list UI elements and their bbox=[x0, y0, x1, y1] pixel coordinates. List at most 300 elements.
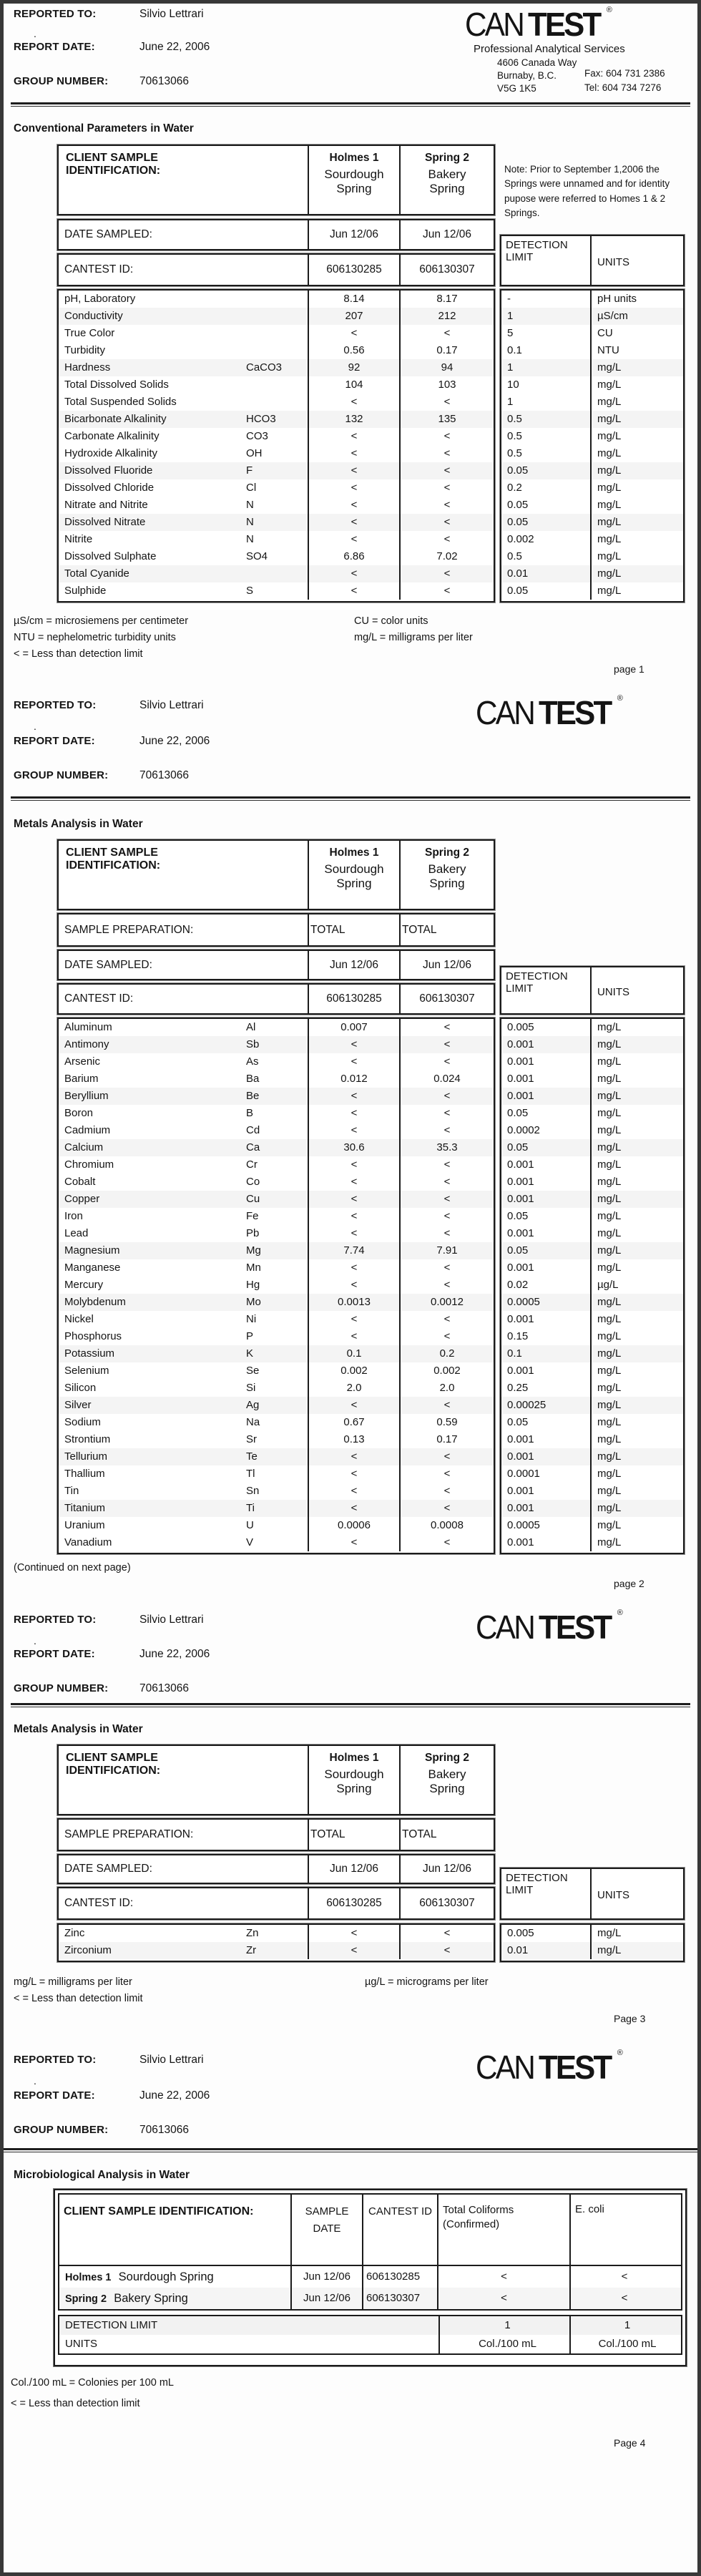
detection-limit-value: 0.001 bbox=[501, 1191, 592, 1208]
value-sample1: < bbox=[309, 1448, 401, 1465]
units-value: mg/L bbox=[597, 1450, 622, 1463]
metal-name: Mercury bbox=[64, 1279, 104, 1291]
metal-name: Selenium bbox=[64, 1365, 109, 1377]
detection-limit-value: 5 bbox=[501, 325, 592, 342]
logo-text-can: CAN bbox=[476, 694, 534, 731]
footnote-line: µS/cm = microsiemens per centimeter bbox=[14, 615, 189, 627]
table-row bbox=[59, 1431, 494, 1448]
detection-units-header-box bbox=[500, 235, 685, 286]
value-sample1: 0.67 bbox=[309, 1414, 401, 1431]
coliforms-value: < bbox=[438, 2266, 571, 2288]
detection-limit-value: 0.001 bbox=[501, 1431, 592, 1448]
table-row bbox=[501, 1242, 683, 1259]
cantest-id: 606130285 bbox=[363, 2266, 438, 2288]
value-sample1: < bbox=[309, 1465, 401, 1483]
detection-limit-row bbox=[59, 2316, 681, 2335]
units-value: pH units bbox=[597, 293, 637, 305]
table-row bbox=[59, 1156, 494, 1174]
value-sample1: 132 bbox=[309, 411, 401, 428]
metal-symbol: Ca bbox=[246, 1141, 260, 1153]
value-sample1: < bbox=[309, 1500, 401, 1517]
table-row bbox=[501, 1465, 683, 1483]
footnotes bbox=[11, 2375, 174, 2416]
metal-name: Aluminum bbox=[64, 1021, 112, 1033]
value-sample2: 94 bbox=[441, 361, 454, 374]
table-row bbox=[59, 548, 494, 565]
value-sample2: 0.17 bbox=[436, 344, 458, 356]
units-value: mg/L bbox=[597, 1399, 622, 1411]
detection-limit-value: 0.001 bbox=[501, 1259, 592, 1277]
group-number-value: 70613066 bbox=[139, 75, 189, 87]
detection-limit-value: 0.01 bbox=[501, 565, 592, 582]
detection-limit-value: 1 bbox=[501, 308, 592, 325]
micro-table-body bbox=[59, 2266, 681, 2309]
metal-symbol: B bbox=[246, 1107, 254, 1119]
footnotes-right bbox=[354, 613, 473, 646]
page-number: Page 3 bbox=[614, 2013, 646, 2024]
table-row bbox=[59, 1397, 494, 1414]
value-sample1: < bbox=[309, 497, 401, 514]
units-value: mg/L bbox=[597, 1433, 622, 1445]
metal-name: Thallium bbox=[64, 1468, 105, 1480]
value-sample1: 104 bbox=[309, 376, 401, 394]
value-sample1: < bbox=[309, 1225, 401, 1242]
divider-rule bbox=[11, 102, 690, 107]
units-value: mg/L bbox=[597, 430, 622, 442]
detection-limit-value: 1 bbox=[501, 394, 592, 411]
value-sample2: < bbox=[443, 1330, 451, 1342]
table-row bbox=[501, 1362, 683, 1380]
metal-symbol: Zn bbox=[246, 1927, 259, 1939]
sample-preparation-1: TOTAL bbox=[309, 914, 401, 945]
value-sample1: < bbox=[309, 445, 401, 462]
parameter-name: True Color bbox=[64, 327, 115, 339]
report-date-label: REPORT DATE: bbox=[14, 1648, 95, 1660]
logo-tagline: Professional Analytical Services bbox=[474, 43, 625, 55]
units-value: mg/L bbox=[597, 1193, 622, 1205]
parameter-name: Dissolved Sulphate bbox=[64, 550, 157, 562]
detection-limit-value: 0.001 bbox=[501, 1225, 592, 1242]
units-value: mg/L bbox=[597, 447, 622, 459]
table-row bbox=[501, 1311, 683, 1328]
address-line: V5G 1K5 bbox=[497, 83, 536, 94]
scan-artifact-dot: . bbox=[34, 1635, 36, 1646]
table-row bbox=[501, 1019, 683, 1036]
units-value: NTU bbox=[597, 344, 619, 356]
parameter-name: Hardness bbox=[64, 361, 111, 374]
table-row bbox=[59, 1174, 494, 1191]
value-sample2: 7.91 bbox=[436, 1244, 458, 1257]
logo-text-test: TEST bbox=[528, 6, 600, 43]
sample-preparation-label: SAMPLE PREPARATION: bbox=[59, 1820, 309, 1850]
col-header-ecoli: E. coli bbox=[575, 2203, 604, 2215]
value-sample2: 2.0 bbox=[439, 1382, 455, 1394]
units-value: mg/L bbox=[597, 1021, 622, 1033]
value-sample2: 0.17 bbox=[436, 1433, 458, 1445]
parameter-name: Dissolved Fluoride bbox=[64, 464, 153, 477]
footnote-line: mg/L = milligrams per liter bbox=[354, 632, 473, 644]
parameter-formula: HCO3 bbox=[246, 413, 276, 425]
value-sample1: 0.56 bbox=[309, 342, 401, 359]
cantest-id-2: 606130307 bbox=[419, 1897, 475, 1909]
footnotes-left bbox=[14, 613, 188, 663]
metal-name: Antimony bbox=[64, 1038, 109, 1050]
parameter-formula: OH bbox=[246, 447, 263, 459]
group-number-value: 70613066 bbox=[139, 1682, 189, 1694]
table-row bbox=[501, 462, 683, 479]
group-number-value: 70613066 bbox=[139, 769, 189, 781]
metal-name: Titanium bbox=[64, 1502, 105, 1514]
table-row bbox=[59, 1277, 494, 1294]
metal-name: Vanadium bbox=[64, 1536, 112, 1548]
parameter-name: Total Cyanide bbox=[64, 567, 129, 580]
value-sample2: < bbox=[443, 1313, 451, 1325]
sample1-title: Holmes 1 bbox=[329, 847, 379, 859]
table-row bbox=[59, 342, 494, 359]
footnote-line: < = Less than detection limit bbox=[14, 648, 143, 660]
group-number-value: 70613066 bbox=[139, 2124, 189, 2136]
ecoli-value: < bbox=[621, 2292, 628, 2304]
cantest-logo bbox=[476, 1609, 623, 1646]
table-row bbox=[59, 514, 494, 531]
date-sampled-2: Jun 12/06 bbox=[422, 1863, 472, 1875]
metal-symbol: Sr bbox=[246, 1433, 257, 1445]
registered-mark: ® bbox=[617, 694, 623, 703]
value-sample1: < bbox=[309, 1942, 401, 1959]
divider-rule bbox=[11, 1703, 690, 1707]
value-sample2: 103 bbox=[438, 379, 456, 391]
value-sample1: < bbox=[309, 428, 401, 445]
units-label: UNITS bbox=[597, 255, 629, 268]
date-sampled-1: Jun 12/06 bbox=[309, 220, 401, 249]
detection-units-table bbox=[500, 289, 685, 602]
detection-limit-value: 0.5 bbox=[501, 445, 592, 462]
units-value: mg/L bbox=[597, 1347, 622, 1360]
table-row bbox=[501, 359, 683, 376]
value-sample2: 212 bbox=[438, 310, 456, 322]
section-title: Metals Analysis in Water bbox=[14, 1723, 143, 1735]
parameters-table bbox=[57, 289, 495, 602]
value-sample2: < bbox=[443, 1158, 451, 1171]
report-date-value: June 22, 2006 bbox=[139, 735, 210, 747]
date-sampled-label: DATE SAMPLED: bbox=[59, 1855, 309, 1883]
units-value: mg/L bbox=[597, 482, 622, 494]
reported-to-value: Silvio Lettrari bbox=[139, 8, 204, 20]
section-title: Metals Analysis in Water bbox=[14, 818, 143, 830]
detection-limit-value: 0.05 bbox=[501, 582, 592, 600]
value-sample1: < bbox=[309, 1311, 401, 1328]
table-row bbox=[59, 394, 494, 411]
metal-symbol: Mn bbox=[246, 1262, 261, 1274]
detection-limit-value: 0.05 bbox=[501, 1208, 592, 1225]
units-value: mg/L bbox=[597, 1107, 622, 1119]
client-sample-box bbox=[57, 839, 495, 910]
col-header-coliforms: Total Coliforms (Confirmed) bbox=[438, 2195, 571, 2265]
detection-units-table bbox=[500, 1923, 685, 1962]
date-sampled-box bbox=[57, 1854, 495, 1884]
units-value: mg/L bbox=[597, 413, 622, 425]
table-row bbox=[59, 1242, 494, 1259]
client-sample-label: CLIENT SAMPLE IDENTIFICATION: bbox=[66, 847, 161, 872]
value-sample1: 0.1 bbox=[309, 1345, 401, 1362]
detection-limit-value: 0.001 bbox=[501, 1088, 592, 1105]
sample2-title: Spring 2 bbox=[424, 152, 469, 164]
metal-name: Iron bbox=[64, 1210, 83, 1222]
parameter-name: Total Dissolved Solids bbox=[64, 379, 169, 391]
logo-text-can: CAN bbox=[476, 2049, 534, 2086]
metal-symbol: Fe bbox=[246, 1210, 259, 1222]
logo-text-can: CAN bbox=[476, 1609, 534, 1646]
units-value: mg/L bbox=[597, 1519, 622, 1531]
detection-limit-value: 0.001 bbox=[501, 1534, 592, 1551]
units-value: µg/L bbox=[597, 1279, 619, 1291]
value-sample2: < bbox=[443, 499, 451, 511]
units-value: mg/L bbox=[597, 1244, 622, 1257]
parameter-formula: SO4 bbox=[246, 550, 268, 562]
table-row bbox=[59, 1362, 494, 1380]
table-row bbox=[59, 1088, 494, 1105]
table-row bbox=[501, 1122, 683, 1139]
detection-limit-value: 0.2 bbox=[501, 479, 592, 497]
table-row bbox=[501, 565, 683, 582]
detection-limit-value: 0.001 bbox=[501, 1500, 592, 1517]
value-sample1: 7.74 bbox=[309, 1242, 401, 1259]
metal-symbol: Co bbox=[246, 1176, 260, 1188]
table-row bbox=[59, 1019, 494, 1036]
units-value: mg/L bbox=[597, 379, 622, 391]
group-number-label: GROUP NUMBER: bbox=[14, 75, 109, 87]
page-3 bbox=[4, 1605, 697, 2034]
cantest-id-2: 606130307 bbox=[419, 263, 475, 275]
detection-limit-value: 0.0001 bbox=[501, 1465, 592, 1483]
value-sample1: 30.6 bbox=[309, 1139, 401, 1156]
table-row bbox=[501, 1500, 683, 1517]
metal-name: Tellurium bbox=[64, 1450, 108, 1463]
table-row bbox=[501, 1208, 683, 1225]
table-row bbox=[501, 548, 683, 565]
value-sample1: < bbox=[309, 479, 401, 497]
value-sample2: 8.17 bbox=[436, 293, 458, 305]
parameter-name: pH, Laboratory bbox=[64, 293, 136, 305]
parameter-name: Nitrate and Nitrite bbox=[64, 499, 148, 511]
metal-name: Molybdenum bbox=[64, 1296, 126, 1308]
metal-name: Calcium bbox=[64, 1141, 104, 1153]
reported-to-label: REPORTED TO: bbox=[14, 1614, 97, 1626]
metal-name: Magnesium bbox=[64, 1244, 120, 1257]
units-value: mg/L bbox=[597, 1055, 622, 1068]
page-number: page 1 bbox=[614, 663, 644, 675]
metal-symbol: Si bbox=[246, 1382, 256, 1394]
metal-name: Phosphorus bbox=[64, 1330, 122, 1342]
divider-rule bbox=[11, 796, 690, 801]
value-sample1: < bbox=[309, 1259, 401, 1277]
sample-date: Jun 12/06 bbox=[292, 2288, 363, 2309]
value-sample2: < bbox=[443, 1502, 451, 1514]
units-ecoli: Col./100 mL bbox=[598, 2338, 657, 2350]
metal-name: Barium bbox=[64, 1073, 99, 1085]
sample-preparation-2: TOTAL bbox=[402, 1828, 437, 1840]
table-row bbox=[59, 1105, 494, 1122]
table-row bbox=[501, 531, 683, 548]
table-row bbox=[501, 1942, 683, 1959]
table-row bbox=[501, 411, 683, 428]
table-row bbox=[501, 1431, 683, 1448]
parameter-name: Dissolved Chloride bbox=[64, 482, 155, 494]
detection-limit-value: 0.02 bbox=[501, 1277, 592, 1294]
metal-name: Lead bbox=[64, 1227, 89, 1239]
col-header-cantest-id: CANTEST ID bbox=[363, 2195, 438, 2265]
table-row bbox=[59, 1191, 494, 1208]
units-value: mg/L bbox=[597, 550, 622, 562]
table-row bbox=[59, 1294, 494, 1311]
sample-preparation-box bbox=[57, 913, 495, 947]
parameter-name: Sulphide bbox=[64, 585, 107, 597]
table-row bbox=[59, 1345, 494, 1362]
value-sample1: < bbox=[309, 531, 401, 548]
metal-name: Boron bbox=[64, 1107, 94, 1119]
metal-symbol: Se bbox=[246, 1365, 260, 1377]
metal-symbol: Cu bbox=[246, 1193, 260, 1205]
metal-symbol: U bbox=[246, 1519, 254, 1531]
parameter-name: Dissolved Nitrate bbox=[64, 516, 146, 528]
date-sampled-label: DATE SAMPLED: bbox=[59, 951, 309, 979]
value-sample1: 0.012 bbox=[309, 1070, 401, 1088]
value-sample1: < bbox=[309, 1105, 401, 1122]
detection-limit-value: 1 bbox=[501, 359, 592, 376]
value-sample2: < bbox=[443, 1399, 451, 1411]
value-sample1: < bbox=[309, 1925, 401, 1942]
units-value: mg/L bbox=[597, 1124, 622, 1136]
sample-preparation-2: TOTAL bbox=[402, 924, 437, 936]
metal-symbol: P bbox=[246, 1330, 254, 1342]
sample-preparation-label: SAMPLE PREPARATION: bbox=[59, 914, 309, 945]
metal-symbol: As bbox=[246, 1055, 259, 1068]
report-date-label: REPORT DATE: bbox=[14, 41, 95, 53]
metal-symbol: Zr bbox=[246, 1944, 257, 1956]
units-value: mg/L bbox=[597, 1210, 622, 1222]
table-row bbox=[59, 428, 494, 445]
table-row bbox=[59, 531, 494, 548]
detection-limit-ecoli: 1 bbox=[624, 2319, 631, 2331]
sample2-name: Bakery Spring bbox=[428, 1767, 466, 1795]
reported-to-label: REPORTED TO: bbox=[14, 699, 97, 711]
table-row bbox=[501, 1053, 683, 1070]
table-row bbox=[501, 1414, 683, 1431]
table-row bbox=[59, 1942, 494, 1959]
report-date-value: June 22, 2006 bbox=[139, 1648, 210, 1660]
units-value: mg/L bbox=[597, 1296, 622, 1308]
footnote-line: < = Less than detection limit bbox=[11, 2398, 140, 2410]
metal-name: Strontium bbox=[64, 1433, 111, 1445]
value-sample2: < bbox=[443, 430, 451, 442]
date-sampled-label: DATE SAMPLED: bbox=[59, 220, 309, 249]
value-sample2: 7.02 bbox=[436, 550, 458, 562]
detection-limit-label: DETECTION LIMIT bbox=[501, 967, 592, 1013]
value-sample1: < bbox=[309, 1397, 401, 1414]
detection-limit-value: 0.05 bbox=[501, 462, 592, 479]
units-label: UNITS bbox=[597, 985, 629, 998]
detection-units-header-box bbox=[500, 966, 685, 1015]
table-row bbox=[59, 2288, 681, 2309]
detection-limit-value: 0.001 bbox=[501, 1174, 592, 1191]
units-value: mg/L bbox=[597, 516, 622, 528]
sample1-title: Holmes 1 bbox=[329, 152, 379, 164]
sample1-name: Sourdough Spring bbox=[324, 862, 384, 890]
units-value: mg/L bbox=[597, 585, 622, 597]
sample1-name: Sourdough Spring bbox=[324, 1767, 384, 1795]
metal-name: Arsenic bbox=[64, 1055, 101, 1068]
metal-name: Zinc bbox=[64, 1927, 85, 1939]
parameter-name: Hydroxide Alkalinity bbox=[64, 447, 158, 459]
value-sample2: 0.2 bbox=[439, 1347, 455, 1360]
value-sample2: < bbox=[443, 533, 451, 545]
metal-symbol: Sn bbox=[246, 1485, 260, 1497]
metal-symbol: Ag bbox=[246, 1399, 260, 1411]
detection-limit-value: 0.5 bbox=[501, 548, 592, 565]
note-text: Note: Prior to September 1,2006 the Springs were unnamed and for identity pupose were referred to Homes 1 & 2 Springs. bbox=[504, 164, 670, 218]
units-value: mg/L bbox=[597, 567, 622, 580]
cantest-id-box bbox=[57, 1887, 495, 1920]
registered-mark: ® bbox=[617, 2049, 623, 2057]
units-value: mg/L bbox=[597, 1038, 622, 1050]
metals-table bbox=[57, 1923, 495, 1962]
metal-symbol: Ti bbox=[246, 1502, 255, 1514]
client-sample-label: CLIENT SAMPLE IDENTIFICATION: bbox=[66, 1752, 161, 1777]
units-value: µS/cm bbox=[597, 310, 628, 322]
value-sample1: < bbox=[309, 565, 401, 582]
metal-name: Sodium bbox=[64, 1416, 101, 1428]
value-sample2: 35.3 bbox=[436, 1141, 458, 1153]
units-value: mg/L bbox=[597, 1262, 622, 1274]
value-sample1: < bbox=[309, 1036, 401, 1053]
report-date-label: REPORT DATE: bbox=[14, 735, 95, 747]
table-row bbox=[59, 1380, 494, 1397]
detection-limit-value: 0.0002 bbox=[501, 1122, 592, 1139]
value-sample1: 207 bbox=[309, 308, 401, 325]
client-sample-box bbox=[57, 1745, 495, 1815]
value-sample1: < bbox=[309, 1156, 401, 1174]
table-row bbox=[59, 1328, 494, 1345]
footnote-line: < = Less than detection limit bbox=[14, 1993, 143, 2005]
table-row bbox=[59, 1414, 494, 1431]
value-sample2: < bbox=[443, 1176, 451, 1188]
detection-limit-value: 0.1 bbox=[501, 1345, 592, 1362]
page-2 bbox=[4, 691, 697, 1589]
cantest-id-1: 606130285 bbox=[309, 1888, 401, 1918]
value-sample1: 0.0013 bbox=[309, 1294, 401, 1311]
col-header-sample-date: SAMPLE DATE bbox=[292, 2195, 363, 2265]
value-sample1: 0.002 bbox=[309, 1362, 401, 1380]
table-row bbox=[501, 582, 683, 600]
date-sampled-2: Jun 12/06 bbox=[422, 959, 472, 971]
metal-name: Manganese bbox=[64, 1262, 121, 1274]
date-sampled-1: Jun 12/06 bbox=[309, 1855, 401, 1883]
value-sample2: < bbox=[443, 585, 451, 597]
units-value: mg/L bbox=[597, 464, 622, 477]
detection-limit-value: - bbox=[501, 291, 592, 308]
reported-to-value: Silvio Lettrari bbox=[139, 1614, 204, 1626]
value-sample2: 0.0012 bbox=[431, 1296, 464, 1308]
value-sample2: 0.002 bbox=[433, 1365, 461, 1377]
continued-note: (Continued on next page) bbox=[14, 1562, 131, 1574]
table-row bbox=[501, 1070, 683, 1088]
value-sample2: 135 bbox=[438, 413, 456, 425]
micro-table bbox=[54, 2189, 687, 2366]
parameter-formula: N bbox=[246, 516, 254, 528]
table-row bbox=[501, 1259, 683, 1277]
value-sample1: < bbox=[309, 1053, 401, 1070]
metal-symbol: Te bbox=[246, 1450, 258, 1463]
